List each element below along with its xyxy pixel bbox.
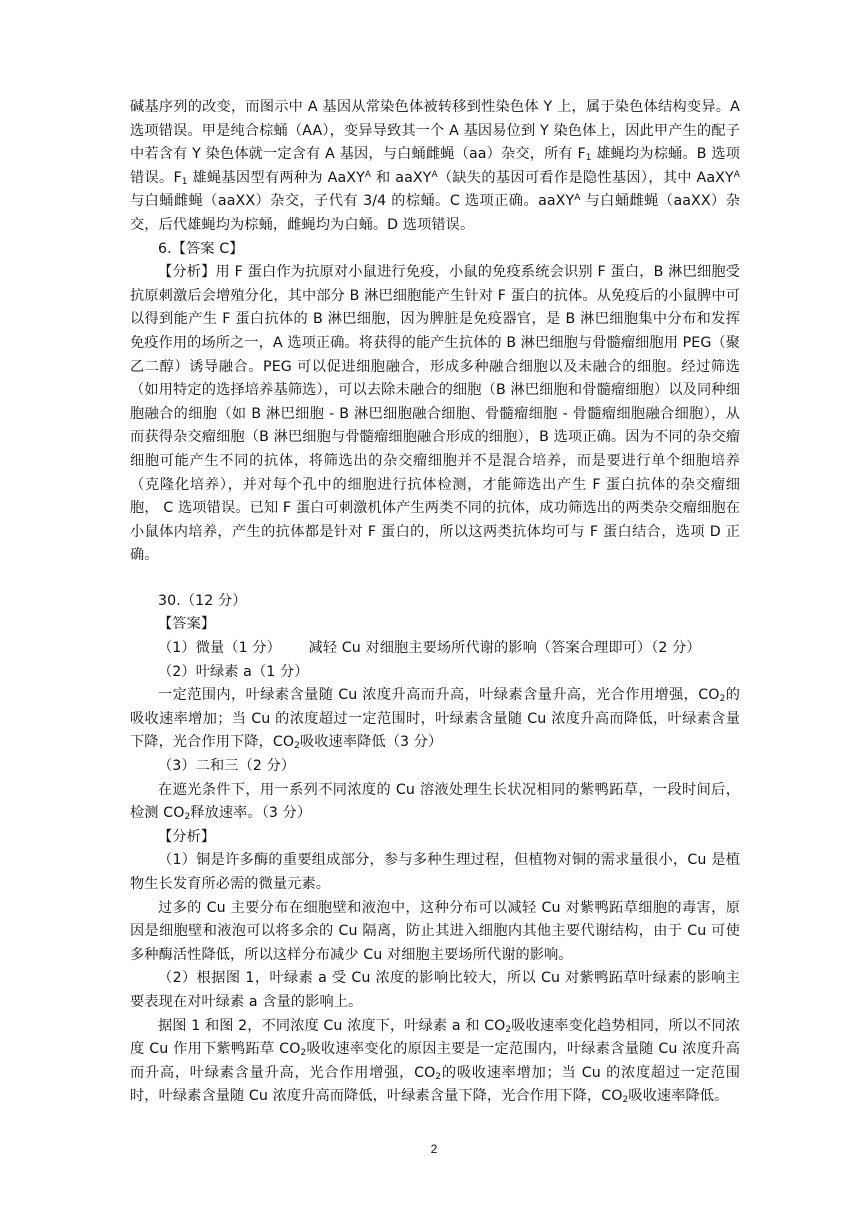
q30-header: 30.（12 分） <box>158 592 247 609</box>
q30-analysis-4 <box>130 1015 740 1109</box>
text-run: 释放速率。（3 分） <box>190 805 312 822</box>
text-run: 据图 1 和图 2，不同浓度 Cu 浓度下，叶绿素 a 和 CO <box>158 1017 506 1034</box>
text-run: 一定范围内，叶绿素含量随 Cu 浓度升高而升高，叶绿素含量升高，光合作用增强，CO <box>158 687 720 704</box>
q6-analysis: 【分析】用 F 蛋白作为抗原对小鼠进行免疫，小鼠的免疫系统会识别 F 蛋白，B 淋巴细胞受抗原刺激后会增殖分化，其中部分 B 淋巴细胞能产生针对 F 蛋白的抗体。从免疫后的小鼠脾中可以得到能产生 F 蛋白抗体的 B 淋巴细胞，因为脾脏是免疫器官，是 B 淋巴细胞集中分布和发挥免疫作用的场所之一，A 选项正确。将获得的能产生抗体的 B 淋巴细胞与骨髓瘤细胞用 PEG（聚乙二醇）诱导融合。PEG 可以促进细胞融合，形成多种融合细胞以及未融合的细胞。经过筛选（如用特定的选择培养基筛选），可以去除未融合的细胞（B 淋巴细胞和骨髓瘤细胞）以及同种细胞融合的细胞（如 B 淋巴细胞 - B 淋巴细胞融合细胞、骨髓瘤细胞 - 骨髓瘤细胞融合细胞），从而获得杂交瘤细胞（B 淋巴细胞与骨髓瘤细胞融合形成的细胞），B 选项正确。因为不同的杂交瘤细胞可能产生不同的抗体，将筛选出的杂交瘤细胞并不是混合培养，而是要进行单个细胞培养（克隆化培养），并对每个孔中的细胞进行抗体检测，才能筛选出产生 F 蛋白抗体的杂交瘤细胞， C 选项错误。已知 F 蛋白可刺激机体产生两类不同的抗体，成功筛选出的两类杂交瘤细胞在小鼠体内培养，产生的抗体都是针对 F 蛋白的，所以这两类抗体均可与 F 蛋白结合，选项 D 正确。 <box>130 264 740 564</box>
document-body <box>130 96 740 1109</box>
text-run: 吸收速率降低（3 分） <box>299 734 443 751</box>
text-run: 碱基序列的改变，而图示中 A 基因从常染色体被转移到性染色体 Y 上，属于染色体结构变异。A 选项错误。甲是纯合棕蛹（AA），变异导致其一个 A 基因易位到 Y 染色体上，因此甲产生的配子中若含有 Y 染色体就一定含有 A 基因，与白蛹雌蝇（aa）杂交，所有 <box>130 99 740 163</box>
text-run: F <box>173 169 182 186</box>
q30-analysis-3: （2）根据图 1，叶绿素 a 受 Cu 浓度的影响比较大，所以 Cu 对紫鸭跖草叶绿素的影响主要表现在对叶绿素 a 含量的影响上。 <box>130 970 740 1010</box>
q30-analysis-2: 过多的 Cu 主要分布在细胞壁和液泡中，这种分布可以减轻 Cu 对紫鸭跖草细胞的毒害，原因是细胞壁和液泡可以将多余的 Cu 隔离，防止其进入细胞内其他主要代谢结构，由于 Cu 可使多种酶活性降低，所以这样分布减少 Cu 对细胞主要场所代谢的影响。 <box>130 899 740 963</box>
superscript: A <box>733 169 741 180</box>
subscript: 2 <box>184 812 191 823</box>
q30-answer-2-text <box>130 684 740 755</box>
text-run: 吸收速率变化的原因主要是一定范围内，叶绿素含量随 Cu 浓度升高而升高，叶绿素含量升高，光合作用增强，CO <box>130 1041 740 1081</box>
text-run: F <box>577 146 586 163</box>
text-run: 与白蛹雌蝇（aaXX）杂交，后代雄蝇均为棕蛹，雌蝇均为白蛹。D 选项错误。 <box>130 193 740 233</box>
superscript: A <box>431 169 438 180</box>
q30-answer-3: （3）二和三（2 分） <box>158 758 296 775</box>
text-run: 的吸收速率增加；当 Cu 的浓度超过一定范围时，叶绿素含量随 Cu 浓度升高而降低，叶绿素含量下降，光合作用下降，CO <box>130 1064 740 1105</box>
text-run: 吸收速率变化趋势相同，所以不同浓度 Cu 作用下紫鸭跖草 CO <box>130 1017 740 1058</box>
q6-answer: 6.【答案 C】 <box>158 240 244 257</box>
subscript: 2 <box>505 1024 512 1035</box>
superscript: A <box>574 193 581 204</box>
text-run: 与白蛹雌蝇（aaXX）杂交，子代有 3/4 的棕蛹。C 选项正确。aaXY <box>130 193 575 210</box>
q30-answer-label: 【答案】 <box>158 616 216 633</box>
subscript: 1 <box>585 153 592 164</box>
q30-answer-2: （2）叶绿素 a（1 分） <box>158 663 309 680</box>
q30-answer-3-text <box>130 779 740 826</box>
text-run: 的吸收速率增加；当 Cu 的浓度超过一定范围时，叶绿素含量随 Cu 浓度升高而降低，叶绿素含量下降，光合作用下降，CO <box>130 687 741 751</box>
spacer <box>130 568 740 590</box>
text-run: 雄蝇基因型有两种为 AaXY <box>187 169 365 186</box>
subscript: 2 <box>435 1071 442 1082</box>
q30-analysis-1: （1）铜是许多酶的重要组成部分，参与多种生理过程，但植物对铜的需求量很小，Cu 是植物生长发育所必需的微量元素。 <box>130 852 740 892</box>
subscript: 2 <box>719 694 726 705</box>
q30-analysis-label: 【分析】 <box>158 828 216 845</box>
text-run: 雄蝇均为棕蛹。B 选项错误。 <box>130 146 740 186</box>
q6-explanation-paragraph <box>130 96 740 238</box>
superscript: A <box>364 169 372 180</box>
subscript: 2 <box>300 1048 307 1059</box>
text-run: 在遮光条件下，用一系列不同浓度的 Cu 溶液处理生长状况相同的紫鸭跖草，一段时间后，检测 CO <box>130 781 740 822</box>
q30-answer-1: （1）微量（1 分） 减轻 Cu 对细胞主要场所代谢的影响（答案合理即可）（2 分） <box>158 640 701 657</box>
text-run: （缺失的基因可看作是隐性基因），其中 AaXY <box>437 169 734 186</box>
text-run: 和 aaXY <box>371 169 432 186</box>
subscript: 2 <box>622 1095 629 1106</box>
text-run: 吸收速率降低。 <box>628 1088 729 1105</box>
subscript: 2 <box>294 741 300 752</box>
page-number: 2 <box>430 1142 438 1156</box>
subscript: 1 <box>181 176 188 187</box>
